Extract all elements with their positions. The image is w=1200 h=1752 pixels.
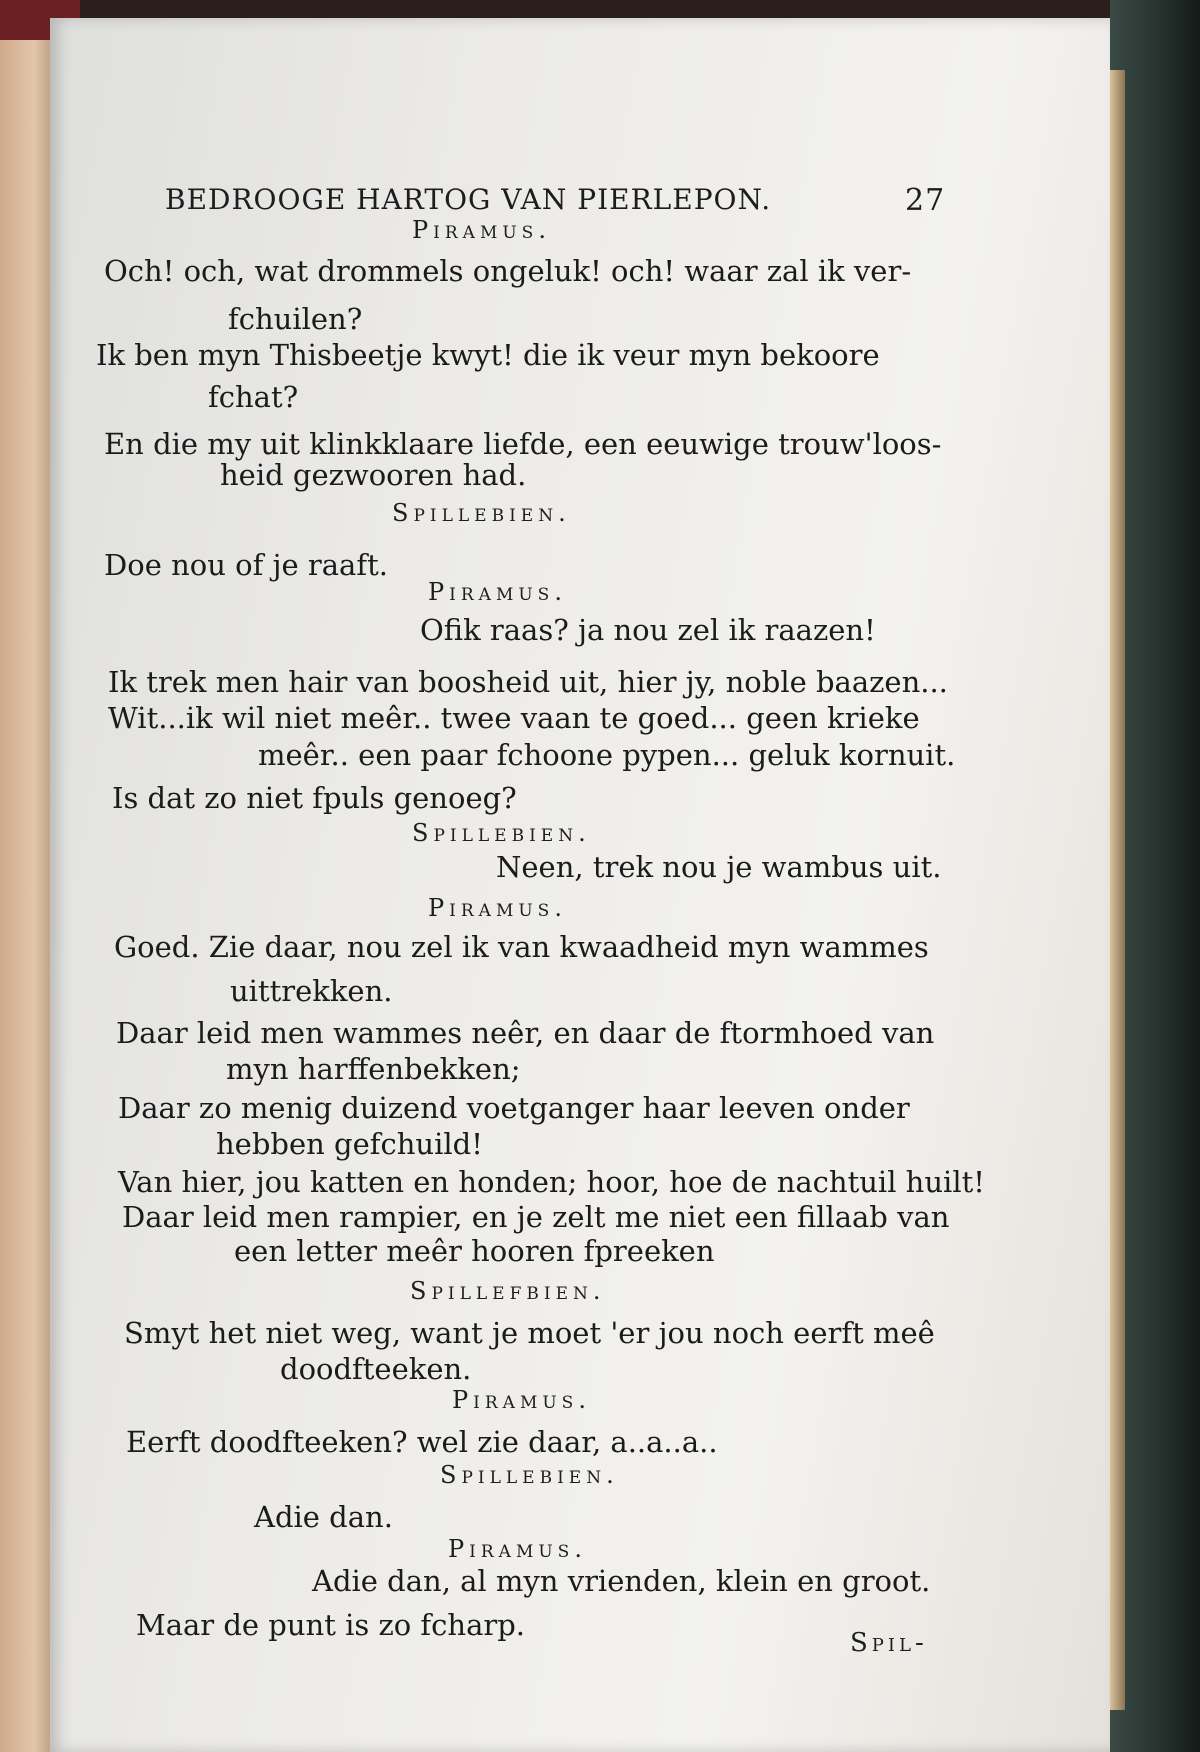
verse-line: Wit...ik wil niet meêr.. twee vaan te goed... geen krieke [108, 701, 920, 735]
verse-line: hebben gefchuild! [216, 1127, 483, 1161]
verse-line: Ik ben myn Thisbeetje kwyt! die ik veur myn bekoore [96, 338, 880, 372]
catchword: Spil- [850, 1628, 928, 1658]
speaker-name: Piramus. [452, 1386, 591, 1414]
verse-line: Ofik raas? ja nou zel ik raazen! [420, 613, 876, 647]
speaker-name: Piramus. [428, 578, 567, 606]
verse-line: uittrekken. [230, 974, 393, 1008]
speaker-name: Piramus. [448, 1535, 587, 1563]
verse-line: Daar leid men rampier, en je zelt me niet een fillaab van [122, 1200, 950, 1234]
speaker-name: Piramus. [412, 216, 551, 244]
verse-line: Adie dan, al myn vrienden, klein en groot. [312, 1564, 931, 1598]
running-title: BEDROOGE HARTOG VAN PIERLEPON. [165, 183, 772, 216]
verse-line: En die my uit klinkklaare liefde, een eeuwige trouw'loos- [104, 427, 942, 461]
verse-line: meêr.. een paar fchoone pypen... geluk kornuit. [258, 738, 956, 772]
verse-line: Eerft doodfteeken? wel zie daar, a..a..a.. [126, 1425, 718, 1459]
verse-line: Smyt het niet weg, want je moet 'er jou noch eerft meê [124, 1316, 935, 1350]
verse-line: fchuilen? [228, 302, 363, 336]
verse-line: heid gezwooren had. [220, 458, 527, 492]
verse-line: een letter meêr hooren fpreeken [234, 1234, 715, 1268]
verse-line: Van hier, jou katten en honden; hoor, hoe de nachtuil huilt! [118, 1165, 985, 1199]
running-head [165, 183, 995, 216]
verse-line: Ik trek men hair van boosheid uit, hier jy, noble baazen... [108, 665, 948, 699]
verse-line: Adie dan. [254, 1500, 393, 1534]
verse-line: fchat? [208, 380, 299, 414]
verse-line: Maar de punt is zo fcharp. [136, 1608, 526, 1642]
verse-line: doodfteeken. [280, 1352, 472, 1386]
verse-line: Goed. Zie daar, nou zel ik van kwaadheid myn wammes [114, 930, 929, 964]
page-number: 27 [905, 183, 946, 218]
verse-line: myn harffenbekken; [226, 1052, 521, 1086]
verse-line: Neen, trek nou je wambus uit. [496, 850, 942, 884]
speaker-name: Spillebien. [440, 1461, 619, 1489]
verse-line: Daar leid men wammes neêr, en daar de ftormhoed van [116, 1016, 935, 1050]
verse-line: Doe nou of je raaft. [104, 548, 388, 582]
speaker-name: Spillefbien. [410, 1277, 606, 1305]
speaker-name: Piramus. [428, 894, 567, 922]
verse-line: Daar zo menig duizend voetganger haar leeven onder [118, 1091, 910, 1125]
speaker-name: Spillebien. [392, 499, 571, 527]
speaker-name: Spillebien. [412, 819, 591, 847]
verse-line: Och! och, wat drommels ongeluk! och! waar zal ik ver- [104, 254, 912, 288]
verse-line: Is dat zo niet fpuls genoeg? [112, 781, 517, 815]
